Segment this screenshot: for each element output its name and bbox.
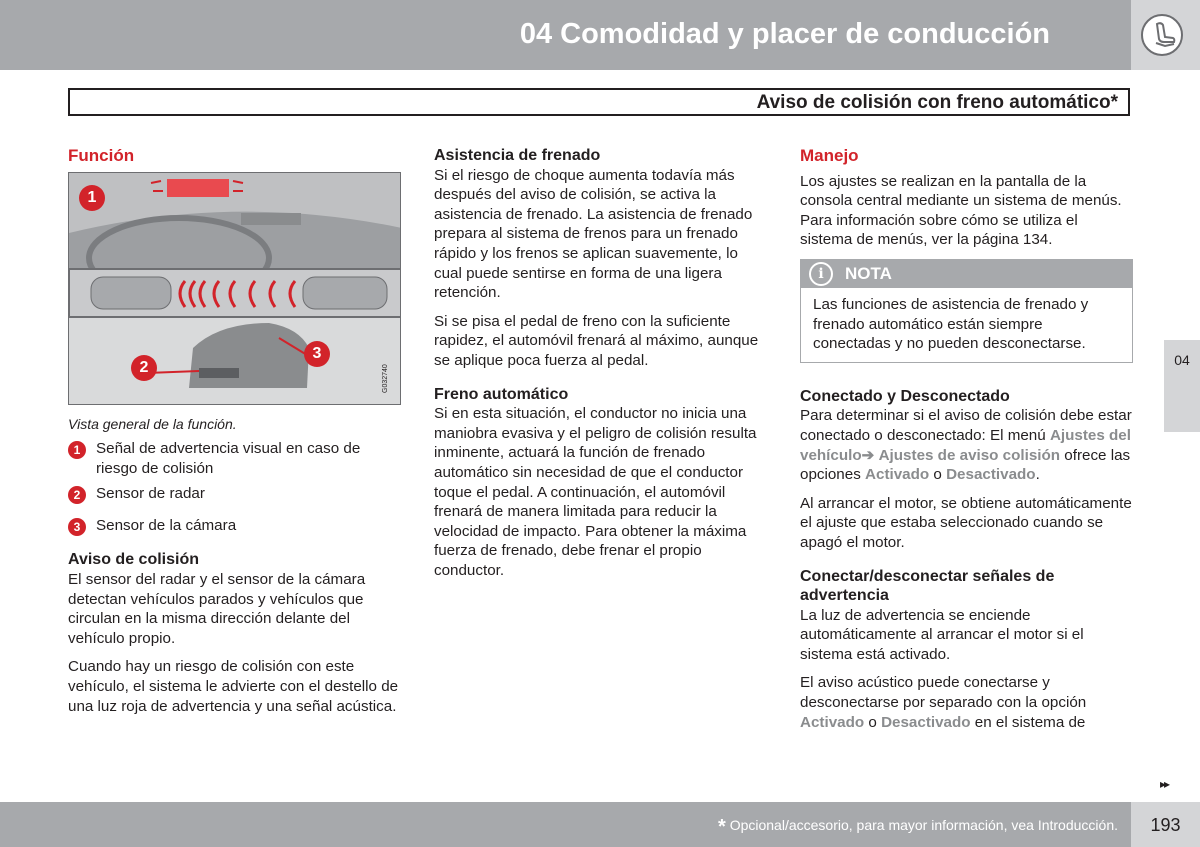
legend-number: 3 <box>68 518 86 536</box>
menu-path-ajustes-aviso: Ajustes de aviso colisión <box>878 446 1061 464</box>
option-activado: Activado <box>865 466 930 484</box>
seat-icon <box>1141 14 1183 56</box>
legend-item <box>68 484 403 504</box>
figure-caption: Vista general de la función. <box>68 415 237 432</box>
legend-text: Sensor de la cámara <box>96 517 237 535</box>
legend-number: 2 <box>68 486 86 504</box>
senales-heading: Conectar/desconectar señales de advertencia <box>800 567 1055 605</box>
callout-2: 2 <box>131 355 157 381</box>
conectado-heading: Conectado y Desconectado <box>800 387 1010 405</box>
column-1 <box>68 146 403 725</box>
legend-text: Señal de advertencia visual en caso de riesgo de colisión <box>96 440 361 477</box>
footnote <box>718 816 1118 839</box>
note-box <box>800 259 1133 363</box>
conectado-paragraph-1 <box>800 406 1133 484</box>
footnote-text: Opcional/accesorio, para mayor información, vea Introducción. <box>729 817 1118 833</box>
page-number: 193 <box>1150 815 1181 835</box>
asistencia-heading: Asistencia de frenado <box>434 147 601 164</box>
option-desactivado: Desactivado <box>881 713 971 731</box>
menu-path-ajustes-vehiculo: Ajustes del vehículo <box>800 426 1131 464</box>
aviso-paragraph-1: El sensor del radar y el sensor de la cámara detectan vehículos parados y vehículos que circulan en la misma dirección delante del vehículo propio. <box>68 570 366 647</box>
text: ofrece las opciones <box>800 446 1131 484</box>
note-title: NOTA <box>845 264 892 284</box>
chapter-side-tab: 04 <box>1164 340 1200 432</box>
aviso-heading: Aviso de colisión <box>68 551 199 569</box>
arrow-right-icon: ➔ <box>861 446 875 464</box>
funcion-heading: Función <box>68 146 135 165</box>
text: Para determinar si el aviso de colisión debe estar conectado o desconectado: El menú <box>800 407 1132 444</box>
function-overview-figure <box>68 172 401 405</box>
text: en el sistema de <box>974 713 1086 731</box>
note-header <box>801 260 1132 288</box>
senales-paragraph-2 <box>800 673 1133 732</box>
text: . <box>1035 466 1040 484</box>
page-number-tab <box>1131 802 1200 847</box>
note-text: Las funciones de asistencia de frenado y frenado automático están siempre conectadas y no pueden desconectarse. <box>813 295 1089 353</box>
asistencia-paragraph-1: Si el riesgo de choque aumenta todavía más después del aviso de colisión, se activa la asistencia de frenado. La asistencia de frenado prepara al sistema de frenos para un frenado rápido y los frenos se aplican suavemente, lo cual puede sentirse en forma de una ligera retención. <box>434 166 753 302</box>
manejo-heading: Manejo <box>800 146 859 165</box>
conectado-paragraph-2: Al arrancar el motor, se obtiene automáticamente el ajuste que estaba seleccionado cuando se apagó el motor. <box>800 494 1132 551</box>
section-title-box <box>68 88 1130 116</box>
chapter-title: 04 Comodidad y placer de conducción <box>519 18 1050 50</box>
info-icon: i <box>809 262 833 286</box>
chapter-header-bar <box>0 0 1131 70</box>
column-2 <box>434 146 768 589</box>
freno-heading: Freno automático <box>434 385 569 403</box>
section-title: Aviso de colisión con freno automático* <box>756 92 1118 113</box>
asistencia-paragraph-2: Si se pisa el pedal de freno con la suficiente rapidez, el automóvil frenará al máximo, aunque se aplique poca fuerza al pedal. <box>434 312 759 369</box>
text: o <box>933 466 942 484</box>
text: El aviso acústico puede conectarse y desconectarse por separado con la opción <box>800 674 1087 712</box>
option-desactivado: Desactivado <box>946 466 1036 484</box>
aviso-paragraph-2: Cuando hay un riesgo de colisión con este vehículo, el sistema le advierte con el destello de una luz roja de advertencia y una señal acústica. <box>68 658 399 715</box>
footnote-star: * <box>718 816 726 838</box>
callout-1: 1 <box>79 185 105 211</box>
option-activado: Activado <box>800 713 865 731</box>
column-3 <box>800 146 1133 741</box>
legend-text: Sensor de radar <box>96 485 205 503</box>
senales-paragraph-1: La luz de advertencia se enciende automáticamente al arrancar el motor si el sistema está activado. <box>800 606 1084 663</box>
figure-code: G032740 <box>382 363 389 393</box>
continue-arrow-icon: ▸▸ <box>1160 777 1169 791</box>
legend-item <box>68 516 403 536</box>
legend-number: 1 <box>68 441 86 459</box>
freno-paragraph-1: Si en esta situación, el conductor no inicia una maniobra evasiva y el peligro de colisión resulta inminente, actuará la función de frenado automático sin necesidad de que el conductor toque el pedal. A continuación, el automóvil frenará de manera limitada para reducir la velocidad de impacto. Para obtener la máxima fuerza de frenado, debe frenar el propio conductor. <box>434 405 757 579</box>
manejo-paragraph-1: Los ajustes se realizan en la pantalla de la consola central mediante un sistema de menús. Para información sobre cómo se utiliza el sistema de menús, ver la página 134. <box>800 172 1122 249</box>
legend-item <box>68 439 403 478</box>
footer-bar <box>0 802 1131 847</box>
text: o <box>868 713 877 731</box>
callout-3: 3 <box>304 341 330 367</box>
function-illustration <box>69 173 401 405</box>
